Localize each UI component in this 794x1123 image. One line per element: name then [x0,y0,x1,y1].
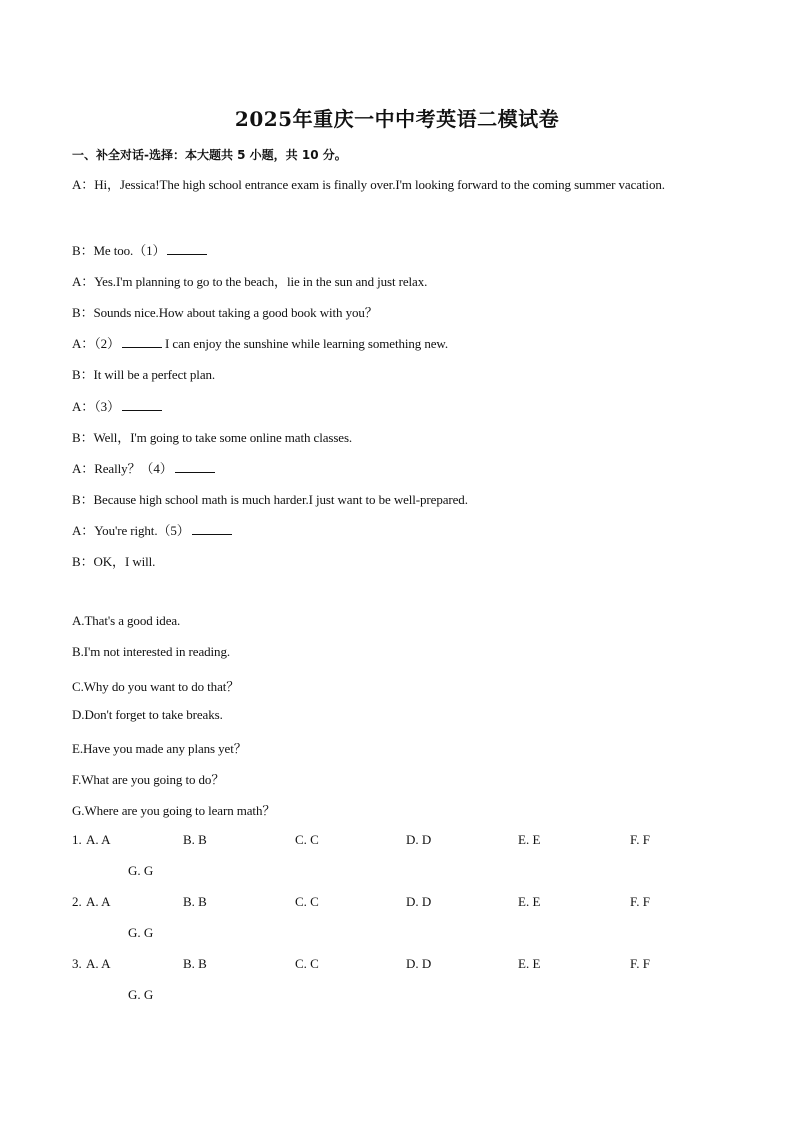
dialogue-text: A：（2） [72,336,120,351]
answer-option[interactable]: B. B [183,894,207,909]
question-number: 1. [72,832,82,847]
answer-option[interactable]: E. E [518,894,541,909]
answer-option[interactable]: D. D [406,832,432,847]
answer-option[interactable]: G. G [128,987,154,1002]
answer-option[interactable]: A. A [86,956,111,971]
dialogue-line [72,364,215,383]
answer-blank[interactable] [122,335,162,348]
answer-option[interactable]: F. F [630,894,650,909]
choice-item: F.What are you going to do？ [72,772,225,787]
answer-option[interactable]: F. F [630,956,650,971]
dialogue-text: B：OK，I will. [72,554,156,569]
dialogue-line [72,551,155,570]
dialogue-text: A：Yes.I'm planning to go to the beach，lie in the sun and just relax. [72,274,428,289]
answer-option[interactable]: C. C [295,894,319,909]
answer-option[interactable]: E. E [518,832,541,847]
choice-item: E.Have you made any plans yet？ [72,741,247,756]
dialogue-text: B：Because high school math is much harder.I just want to be well-prepared. [72,492,468,507]
answer-option[interactable]: A. A [86,832,111,847]
question-number: 2. [72,894,82,909]
answer-option[interactable]: C. C [295,956,319,971]
dialogue-line [72,458,215,477]
answer-option[interactable]: B. B [183,832,207,847]
dialogue-line [72,396,162,415]
answer-option[interactable]: G. G [128,925,154,940]
dialogue-line [72,302,378,321]
dialogue-line [72,169,682,200]
dialogue-text: A：Really？（4） [72,461,173,476]
answer-option[interactable]: F. F [630,832,650,847]
answer-blank[interactable] [175,460,215,473]
answer-option[interactable]: E. E [518,956,541,971]
answer-blank[interactable] [167,242,207,255]
section-heading: 一、补全对话-选择：本大题共 5 小题，共 10 分。 [72,148,347,162]
dialogue-line [72,271,427,290]
dialogue-text-after: I can enjoy the sunshine while learning something new. [161,336,448,351]
answer-blank[interactable] [192,522,232,535]
dialogue-text: B：Sounds nice.How about taking a good book with you？ [72,305,378,320]
choice-item: A.That's a good idea. [72,613,181,628]
page-title: 2025年重庆一中中考英语二模试卷 [234,107,560,131]
dialogue-text: A：Hi，Jessica!The high school entrance exam is finally over.I'm looking forward to the coming summer vacation. [72,177,665,192]
dialogue-line [72,427,352,446]
answer-option[interactable]: G. G [128,863,154,878]
dialogue-text: A：You're right.（5） [72,523,190,538]
choice-item: G.Where are you going to learn math？ [72,803,276,818]
answer-option[interactable]: D. D [406,956,432,971]
answer-option[interactable]: A. A [86,894,111,909]
question-number: 3. [72,956,82,971]
choice-item: C.Why do you want to do that？ [72,679,240,694]
answer-option[interactable]: B. B [183,956,207,971]
choice-item: D.Don't forget to take breaks. [72,707,223,722]
dialogue-line [72,240,207,259]
dialogue-line [72,333,448,352]
answer-option[interactable]: D. D [406,894,432,909]
dialogue-text: B：It will be a perfect plan. [72,367,216,382]
answer-option[interactable]: C. C [295,832,319,847]
dialogue-line [72,520,232,539]
dialogue-text: A：（3） [72,399,120,414]
dialogue-text: B：Well，I'm going to take some online math classes. [72,430,353,445]
dialogue-line [72,489,468,508]
dialogue-text: B：Me too.（1） [72,243,166,258]
answer-blank[interactable] [122,398,162,411]
choice-item: B.I'm not interested in reading. [72,644,230,659]
